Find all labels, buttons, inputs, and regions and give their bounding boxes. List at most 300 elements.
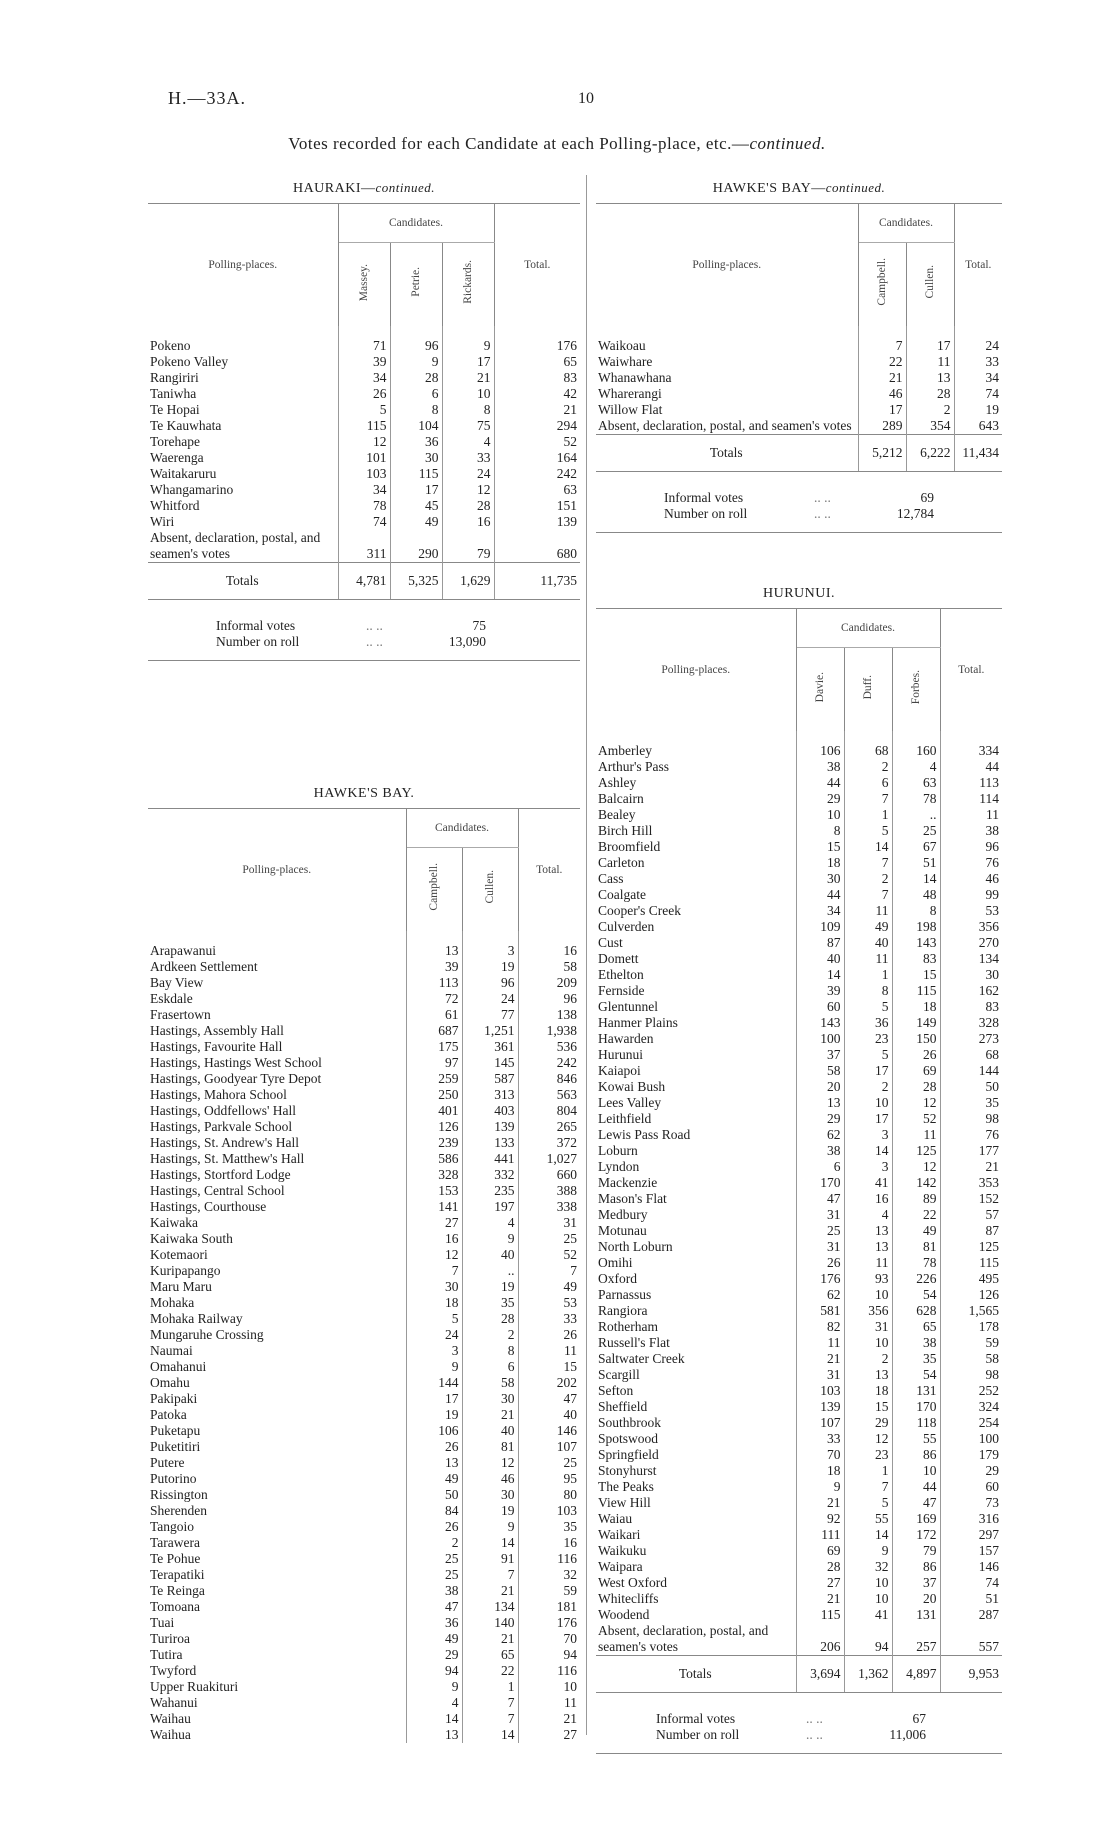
candidate-votes: 36 — [406, 1615, 462, 1631]
polling-place-name: Rangiriri — [150, 370, 199, 385]
polling-place-name: Mohaka Railway — [150, 1311, 243, 1326]
table-row — [596, 1367, 1002, 1383]
informal-votes: Informal votes .. .. 75 — [216, 618, 486, 633]
row-total: 76 — [940, 1127, 1002, 1143]
table-row — [596, 1591, 1002, 1607]
candidate-votes: 40 — [796, 951, 844, 967]
candidates-header: Candidates. — [796, 609, 940, 648]
candidate-votes: 13 — [406, 1455, 462, 1471]
polling-place-name: Omahu — [150, 1375, 190, 1390]
polling-place-name: Rangiora — [598, 1303, 648, 1318]
candidate-votes: 33 — [442, 450, 494, 466]
candidate-votes: 26 — [406, 1519, 462, 1535]
table-row — [596, 326, 1002, 354]
candidate-votes: 68 — [844, 731, 892, 759]
table-row — [596, 1111, 1002, 1127]
candidate-votes: 21 — [858, 370, 906, 386]
row-total: 103 — [518, 1503, 580, 1519]
polling-place-name: Waiau — [598, 1511, 633, 1526]
candidate-votes: 142 — [892, 1175, 940, 1191]
row-total: 25 — [518, 1231, 580, 1247]
polling-place-name: Sefton — [598, 1383, 634, 1398]
candidate-votes: 18 — [796, 1463, 844, 1479]
polling-place-name: Fernside — [598, 983, 645, 998]
polling-place-name: Culverden — [598, 919, 655, 934]
total-header: Total. — [954, 204, 1002, 327]
row-total: 252 — [940, 1383, 1002, 1399]
candidate-votes: 169 — [892, 1511, 940, 1527]
row-total: 11 — [518, 1695, 580, 1711]
candidate-votes: 13 — [844, 1223, 892, 1239]
candidate-votes: 8 — [390, 402, 442, 418]
polling-place-name: Kaiwaka — [150, 1215, 198, 1230]
candidate-votes: 11 — [906, 354, 954, 370]
row-total: 33 — [954, 354, 1002, 370]
row-total: 19 — [954, 402, 1002, 418]
row-total: 680 — [494, 530, 580, 563]
table-row — [148, 1135, 580, 1151]
candidate-votes: 30 — [406, 1279, 462, 1295]
candidate-votes: 1 — [462, 1679, 518, 1695]
row-total: 63 — [494, 482, 580, 498]
section-title: HAWKE'S BAY. — [313, 786, 415, 801]
polling-place-name: Kuripapango — [150, 1263, 221, 1278]
row-total: 98 — [940, 1367, 1002, 1383]
candidate-votes: 34 — [796, 903, 844, 919]
table-row — [596, 967, 1002, 983]
candidate-votes: 35 — [462, 1295, 518, 1311]
candidate-votes: 44 — [892, 1479, 940, 1495]
candidate-votes: 31 — [844, 1319, 892, 1335]
polling-place-name: Turiroa — [150, 1631, 191, 1646]
totals-value: 3,694 — [796, 1656, 844, 1693]
table-row — [596, 1079, 1002, 1095]
candidate-votes: 11 — [892, 1127, 940, 1143]
candidate-votes: 14 — [844, 1527, 892, 1543]
polling-place-name: Spotswood — [598, 1431, 659, 1446]
table-row — [148, 1295, 580, 1311]
candidate-votes: 328 — [406, 1167, 462, 1183]
row-total: 74 — [954, 386, 1002, 402]
candidate-votes: 100 — [796, 1031, 844, 1047]
candidate-votes: 55 — [844, 1511, 892, 1527]
polling-place-name: Medbury — [598, 1207, 648, 1222]
table-row — [596, 1351, 1002, 1367]
row-total: 27 — [518, 1727, 580, 1743]
polling-place-name: Carleton — [598, 855, 645, 870]
page-number: 10 — [578, 90, 594, 107]
table-row — [596, 887, 1002, 903]
candidate-votes: 14 — [406, 1711, 462, 1727]
column-divider — [586, 175, 587, 1735]
polling-place-name: Hastings, Goodyear Tyre Depot — [150, 1071, 322, 1086]
candidate-votes: 47 — [406, 1599, 462, 1615]
polling-place-name: Cass — [598, 871, 624, 886]
polling-place-name: Kowai Bush — [598, 1079, 666, 1094]
polling-place-name: Hastings, St. Matthew's Hall — [150, 1151, 305, 1166]
table-row — [596, 1095, 1002, 1111]
table-row — [596, 951, 1002, 967]
table-row — [148, 959, 580, 975]
totals-row — [596, 435, 1002, 472]
totals-value: 9,953 — [940, 1656, 1002, 1693]
polling-place-name: Bay View — [150, 975, 204, 990]
row-total: 16 — [518, 931, 580, 959]
polling-place-name: Pakipaki — [150, 1391, 198, 1406]
candidate-votes: 87 — [796, 935, 844, 951]
candidate-votes: 40 — [462, 1247, 518, 1263]
candidate-votes: 3 — [844, 1127, 892, 1143]
candidate-votes: 149 — [892, 1015, 940, 1031]
candidate-votes: 49 — [844, 919, 892, 935]
candidate-votes: 257 — [892, 1623, 940, 1656]
polling-place-name: Kaiwaka South — [150, 1231, 233, 1246]
polling-place-name: Waipara — [598, 1559, 643, 1574]
table-row — [148, 1631, 580, 1647]
candidate-votes: 250 — [406, 1087, 462, 1103]
polling-place-name: Whangamarino — [150, 482, 234, 497]
candidate-votes: 9 — [796, 1479, 844, 1495]
candidate-votes: 26 — [892, 1047, 940, 1063]
row-total: 99 — [940, 887, 1002, 903]
candidate-votes: 77 — [462, 1007, 518, 1023]
polling-place-name: Tuai — [150, 1615, 175, 1630]
candidate-votes: 16 — [844, 1191, 892, 1207]
row-total: 242 — [494, 466, 580, 482]
table-row — [596, 999, 1002, 1015]
polling-place-name: Loburn — [598, 1143, 638, 1158]
candidate-votes: 6 — [796, 1159, 844, 1175]
candidate-votes: 29 — [796, 1111, 844, 1127]
table-row — [148, 1167, 580, 1183]
table-row — [596, 1031, 1002, 1047]
row-total: 157 — [940, 1543, 1002, 1559]
row-total: 50 — [940, 1079, 1002, 1095]
table-row — [596, 1623, 1002, 1656]
candidate-votes: 17 — [406, 1391, 462, 1407]
candidate-votes: 3 — [844, 1159, 892, 1175]
votes-table — [596, 203, 1002, 472]
row-total: 53 — [940, 903, 1002, 919]
section-rule — [148, 660, 580, 661]
candidate-votes: 27 — [796, 1575, 844, 1591]
candidate-votes: 14 — [844, 839, 892, 855]
candidate-votes: 18 — [844, 1383, 892, 1399]
table-row — [148, 1487, 580, 1503]
hawkes-bay-section — [148, 786, 580, 1743]
candidate-votes: 687 — [406, 1023, 462, 1039]
candidate-votes: 21 — [796, 1495, 844, 1511]
polling-place-name: North Loburn — [598, 1239, 673, 1254]
polling-place-name: Mungaruhe Crossing — [150, 1327, 264, 1342]
table-row — [148, 1615, 580, 1631]
candidate-votes: 69 — [892, 1063, 940, 1079]
candidate-votes: 14 — [796, 967, 844, 983]
total-header: Total. — [518, 809, 580, 932]
candidate-votes: 7 — [462, 1711, 518, 1727]
hauraki-section — [148, 180, 580, 661]
table-row — [148, 402, 580, 418]
table-row — [596, 855, 1002, 871]
table-row — [148, 1711, 580, 1727]
row-total: 202 — [518, 1375, 580, 1391]
candidate-votes: 19 — [406, 1407, 462, 1423]
candidate-votes: 586 — [406, 1151, 462, 1167]
row-total: 40 — [518, 1407, 580, 1423]
polling-place-name: Tomoana — [150, 1599, 201, 1614]
row-total: 297 — [940, 1527, 1002, 1543]
total-header: Total. — [940, 609, 1002, 732]
table-row — [148, 1375, 580, 1391]
candidate-votes: 20 — [796, 1079, 844, 1095]
table-row — [148, 1151, 580, 1167]
hawkes-bay-continued-section — [596, 180, 1002, 533]
row-total: 42 — [494, 386, 580, 402]
section-rule — [596, 1753, 1002, 1754]
polling-place-name: Puketapu — [150, 1423, 201, 1438]
table-row — [596, 919, 1002, 935]
candidate-votes: 71 — [338, 326, 390, 354]
table-row — [596, 1527, 1002, 1543]
candidate-votes: 6 — [390, 386, 442, 402]
candidate-votes: 1 — [844, 1463, 892, 1479]
polling-place-name: View Hill — [598, 1495, 651, 1510]
candidate-votes: 144 — [406, 1375, 462, 1391]
totals-label: Totals — [596, 435, 858, 472]
polling-place-name: Kaiapoi — [598, 1063, 641, 1078]
candidate-votes: 97 — [406, 1055, 462, 1071]
candidate-votes: 8 — [442, 402, 494, 418]
polling-place-name: Springfield — [598, 1447, 659, 1462]
candidate-votes: 628 — [892, 1303, 940, 1319]
informal-votes: Informal votes .. .. 69 — [664, 490, 934, 505]
candidate-votes: 2 — [906, 402, 954, 418]
candidate-votes: 55 — [892, 1431, 940, 1447]
candidate-votes: 19 — [462, 1279, 518, 1295]
candidate-votes: 10 — [844, 1591, 892, 1607]
candidate-votes: 28 — [892, 1079, 940, 1095]
candidate-votes: 47 — [892, 1495, 940, 1511]
candidate-votes: 10 — [442, 386, 494, 402]
table-row — [148, 1023, 580, 1039]
table-row — [596, 386, 1002, 402]
table-row — [596, 1447, 1002, 1463]
candidate-votes: 39 — [796, 983, 844, 999]
candidate-votes: 33 — [796, 1431, 844, 1447]
row-total: 70 — [518, 1631, 580, 1647]
candidate-votes: 54 — [892, 1287, 940, 1303]
total-header: Total. — [494, 204, 580, 327]
candidate-votes: 38 — [406, 1583, 462, 1599]
polling-place-name: Ethelton — [598, 967, 644, 982]
candidate-votes: 13 — [844, 1367, 892, 1383]
polling-place-name: Te Reinga — [150, 1583, 205, 1598]
polling-place-name: Hastings, Oddfellows' Hall — [150, 1103, 297, 1118]
row-total: 21 — [494, 402, 580, 418]
row-total: 242 — [518, 1055, 580, 1071]
row-total: 162 — [940, 983, 1002, 999]
totals-row — [148, 563, 580, 600]
table-row — [148, 1679, 580, 1695]
candidate-votes: 19 — [462, 959, 518, 975]
polling-place-name: Saltwater Creek — [598, 1351, 685, 1366]
polling-place-name: Wiri — [150, 514, 175, 529]
table-row — [596, 731, 1002, 759]
candidate-votes: 12 — [892, 1159, 940, 1175]
candidates-header: Candidates. — [406, 809, 518, 848]
candidate-votes: 206 — [796, 1623, 844, 1656]
polling-place-name: Coalgate — [598, 887, 646, 902]
candidate-votes: 82 — [796, 1319, 844, 1335]
table-row — [148, 1519, 580, 1535]
candidate-votes: 37 — [796, 1047, 844, 1063]
polling-place-name: Cust — [598, 935, 623, 950]
table-row — [148, 991, 580, 1007]
row-total: 804 — [518, 1103, 580, 1119]
candidate-votes: 65 — [892, 1319, 940, 1335]
row-total: 25 — [518, 1455, 580, 1471]
row-total: 35 — [518, 1519, 580, 1535]
candidate-votes: 226 — [892, 1271, 940, 1287]
table-row — [148, 498, 580, 514]
polling-place-name: Waihau — [150, 1711, 191, 1726]
document-reference: H.—33A. — [168, 88, 246, 108]
candidate-header: Davie. — [796, 648, 844, 731]
candidate-votes: 259 — [406, 1071, 462, 1087]
candidate-votes: 54 — [892, 1367, 940, 1383]
table-row — [148, 1503, 580, 1519]
polling-place-name: Pokeno Valley — [150, 354, 229, 369]
polling-place-name: Willow Flat — [598, 402, 663, 417]
candidate-votes: 72 — [406, 991, 462, 1007]
candidate-votes: 139 — [796, 1399, 844, 1415]
candidate-votes: 96 — [390, 326, 442, 354]
table-row — [148, 450, 580, 466]
candidate-votes: 83 — [892, 951, 940, 967]
candidate-votes: 21 — [462, 1407, 518, 1423]
candidate-votes: 30 — [390, 450, 442, 466]
table-row — [148, 370, 580, 386]
table-row — [596, 1415, 1002, 1431]
candidate-votes: 51 — [892, 855, 940, 871]
row-total: 51 — [940, 1591, 1002, 1607]
candidate-votes: 170 — [796, 1175, 844, 1191]
table-row — [148, 1567, 580, 1583]
candidate-votes: 170 — [892, 1399, 940, 1415]
candidate-votes: 44 — [796, 775, 844, 791]
table-row — [148, 514, 580, 530]
candidate-votes: 67 — [892, 839, 940, 855]
table-row — [596, 1287, 1002, 1303]
totals-value: 5,212 — [858, 435, 906, 472]
candidate-votes: 28 — [462, 1311, 518, 1327]
candidate-votes: 10 — [844, 1335, 892, 1351]
candidate-votes: 143 — [892, 935, 940, 951]
row-total: 49 — [518, 1279, 580, 1295]
row-total: 181 — [518, 1599, 580, 1615]
candidate-votes: 41 — [844, 1607, 892, 1623]
candidate-votes: 78 — [892, 1255, 940, 1271]
polling-place-name: Amberley — [598, 743, 652, 758]
candidate-votes: 7 — [844, 791, 892, 807]
candidate-votes: 30 — [462, 1487, 518, 1503]
polling-place-name: Hastings, Parkvale School — [150, 1119, 293, 1134]
candidate-votes: 11 — [796, 1335, 844, 1351]
table-row — [596, 1495, 1002, 1511]
candidate-votes: 70 — [796, 1447, 844, 1463]
row-total: 98 — [940, 1111, 1002, 1127]
candidate-votes: 17 — [442, 354, 494, 370]
polling-place-name: Absent, declaration, postal, and seamen's votes — [150, 530, 321, 561]
candidate-votes: 49 — [406, 1631, 462, 1647]
candidate-votes: 8 — [462, 1343, 518, 1359]
table-row — [596, 1607, 1002, 1623]
totals-value: 1,362 — [844, 1656, 892, 1693]
row-total: 536 — [518, 1039, 580, 1055]
candidate-votes: 28 — [906, 386, 954, 402]
candidate-votes: 29 — [844, 1415, 892, 1431]
row-total: 372 — [518, 1135, 580, 1151]
polling-place-name: Pokeno — [150, 338, 191, 353]
table-row — [148, 1039, 580, 1055]
polling-place-name: Waikuku — [598, 1543, 647, 1558]
candidate-votes: 13 — [796, 1095, 844, 1111]
polling-place-name: Hastings, Stortford Lodge — [150, 1167, 291, 1182]
row-total: 177 — [940, 1143, 1002, 1159]
table-row — [148, 1727, 580, 1743]
votes-table — [148, 203, 580, 600]
row-total: 209 — [518, 975, 580, 991]
candidate-votes: 81 — [892, 1239, 940, 1255]
candidate-votes: 4 — [442, 434, 494, 450]
polling-place-name: Torehape — [150, 434, 201, 449]
row-total: 388 — [518, 1183, 580, 1199]
table-row — [596, 1575, 1002, 1591]
candidate-votes: 1 — [844, 807, 892, 823]
candidate-votes: 6 — [462, 1359, 518, 1375]
polling-place-name: Hastings, Hastings West School — [150, 1055, 322, 1070]
polling-place-name: West Oxford — [598, 1575, 668, 1590]
table-row — [148, 975, 580, 991]
row-total: 24 — [954, 326, 1002, 354]
candidate-votes: 9 — [462, 1231, 518, 1247]
table-row — [596, 1159, 1002, 1175]
candidate-votes: 115 — [338, 418, 390, 434]
polling-place-name: Taniwha — [150, 386, 197, 401]
candidate-votes: 106 — [796, 731, 844, 759]
polling-places-header: Polling-places. — [596, 204, 858, 327]
candidate-votes: 153 — [406, 1183, 462, 1199]
candidate-votes: 145 — [462, 1055, 518, 1071]
table-row — [596, 1047, 1002, 1063]
polling-place-name: Ardkeen Settlement — [150, 959, 258, 974]
candidate-votes: 39 — [338, 354, 390, 370]
candidate-votes: 81 — [462, 1439, 518, 1455]
candidate-votes: 239 — [406, 1135, 462, 1151]
number-on-roll: Number on roll .. .. 13,090 — [216, 634, 486, 649]
row-total: 44 — [940, 759, 1002, 775]
section-title: HAURAKI—continued. — [292, 180, 436, 196]
row-total: 46 — [940, 871, 1002, 887]
polling-place-name: Mason's Flat — [598, 1191, 667, 1206]
candidate-votes: 49 — [892, 1223, 940, 1239]
candidate-votes: 21 — [796, 1351, 844, 1367]
candidate-votes: 403 — [462, 1103, 518, 1119]
candidate-votes: 25 — [892, 823, 940, 839]
candidate-votes: 131 — [892, 1607, 940, 1623]
candidate-votes: 14 — [462, 1535, 518, 1551]
table-row — [148, 1535, 580, 1551]
